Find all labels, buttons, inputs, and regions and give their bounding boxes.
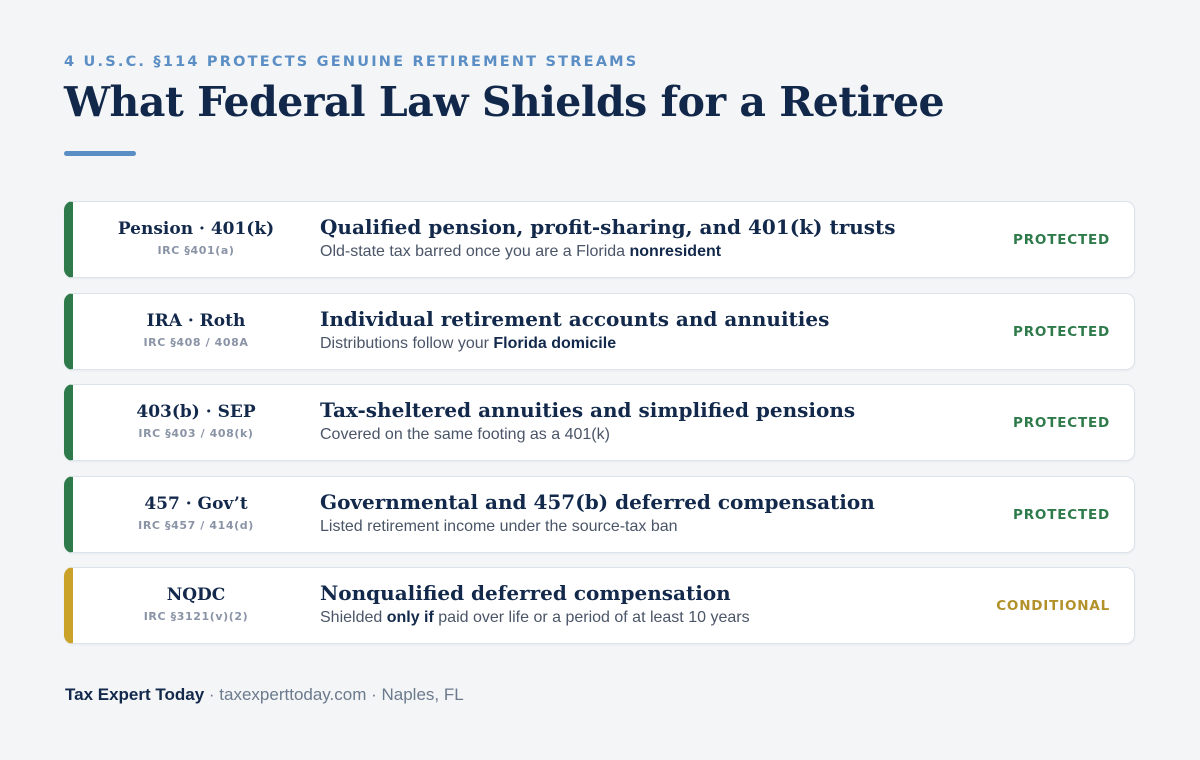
row-subtitle [320, 609, 750, 627]
row-403b-sep [64, 384, 1135, 461]
row-ira-roth [64, 293, 1135, 370]
title-accent-rule [64, 151, 136, 156]
status-badge: PROTECTED [1013, 415, 1110, 431]
footer-separator: · [204, 685, 220, 704]
row-subtitle [320, 518, 678, 536]
row-pension-401k [64, 201, 1135, 278]
status-badge: PROTECTED [1013, 323, 1110, 340]
account-code-name: IRA · Roth [146, 310, 246, 331]
row-nqdc [64, 567, 1135, 644]
account-code-name: 403(b) · SEP [136, 402, 256, 422]
irc-reference: IRC §403 / 408(k) [138, 427, 254, 440]
subtitle-text: Listed retirement income under the source-tax ban [320, 517, 678, 535]
row-457-govt [64, 476, 1135, 553]
subtitle-text: Covered on the same footing as a 401(k) [320, 426, 610, 443]
subtitle-emphasis: only if [386, 609, 434, 626]
irc-reference: IRC §3121(v)(2) [143, 610, 249, 623]
status-badge: PROTECTED [1013, 506, 1110, 523]
account-code-name: NQDC [166, 585, 226, 605]
irc-reference: IRC §401(a) [157, 244, 235, 257]
irc-reference: IRC §408 / 408A [143, 335, 249, 349]
row-subtitle [320, 243, 721, 261]
row-title: Tax-sheltered annuities and simplified pensions [320, 398, 856, 422]
footer-separator: · [366, 685, 382, 704]
footer-credit [65, 685, 464, 705]
row-title: Qualified pension, profit-sharing, and 401(k) trusts [320, 215, 896, 239]
subtitle-emphasis: nonresident [629, 243, 722, 260]
footer-site: taxexperttoday.com [219, 685, 367, 704]
row-title: Individual retirement accounts and annuities [320, 306, 830, 331]
footer-brand: Tax Expert Today [65, 685, 205, 704]
row-subtitle [320, 335, 616, 353]
subtitle-emphasis: Florida domicile [493, 334, 617, 352]
account-code-name: 457 · Gov’t [144, 493, 248, 514]
subtitle-text-tail: paid over life or a period of at least 10 years [433, 609, 750, 626]
account-code-name: Pension · 401(k) [117, 219, 275, 239]
row-title: Governmental and 457(b) deferred compensation [320, 489, 875, 514]
status-badge: PROTECTED [1013, 232, 1110, 248]
subtitle-text: Old-state tax barred once you are a Florida [320, 243, 630, 260]
row-subtitle [320, 426, 610, 444]
footer-location: Naples, FL [381, 685, 464, 704]
subtitle-text: Shielded [320, 609, 387, 626]
subtitle-text: Distributions follow your [320, 334, 494, 352]
page-title: What Federal Law Shields for a Retiree [64, 78, 945, 126]
irc-reference: IRC §457 / 414(d) [138, 518, 254, 532]
status-badge: CONDITIONAL [996, 598, 1110, 614]
eyebrow-label: 4 U.S.C. §114 PROTECTS GENUINE RETIREMENT STREAMS [64, 54, 639, 70]
retirement-income-list [64, 201, 1135, 659]
row-title: Nonqualified deferred compensation [320, 581, 731, 605]
